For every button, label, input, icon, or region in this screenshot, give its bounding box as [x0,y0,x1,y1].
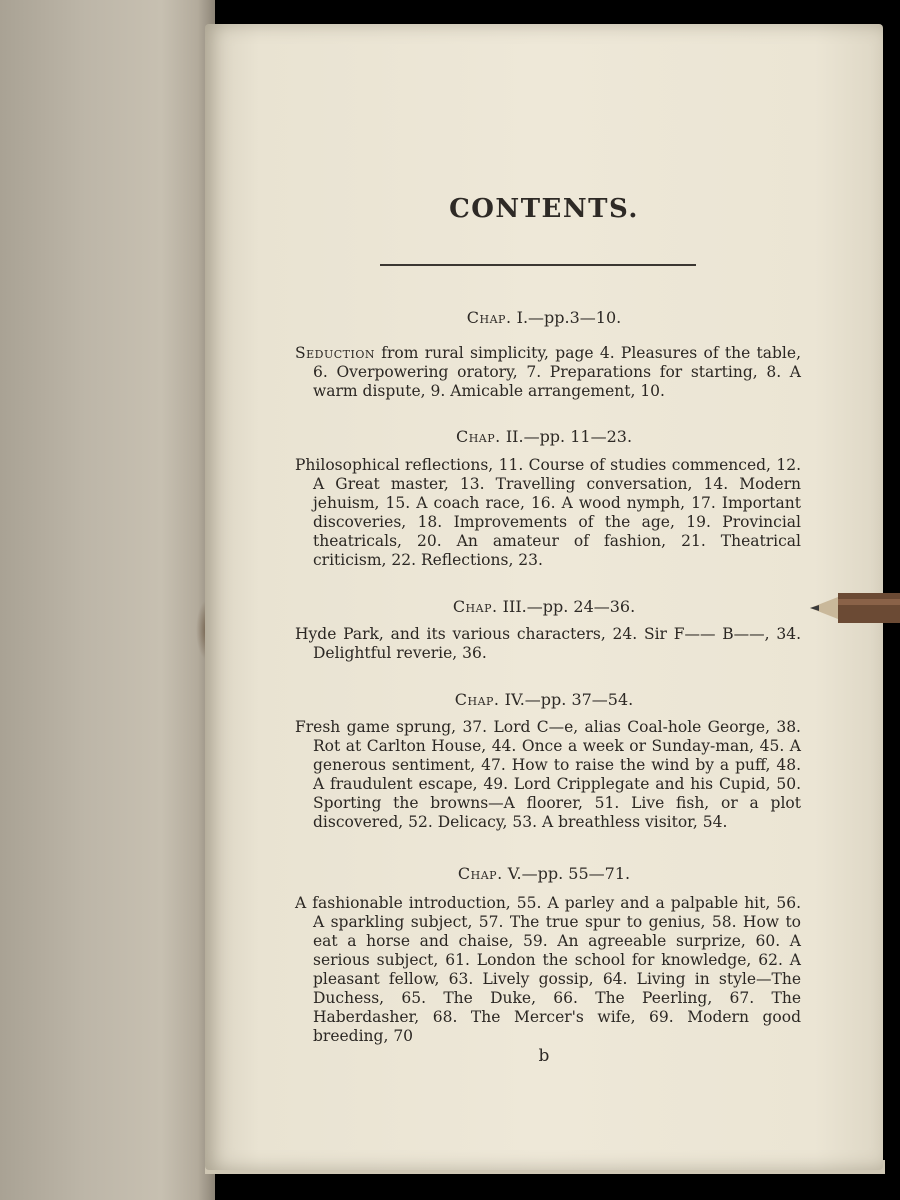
chapter-label: Chap. [454,690,500,709]
summary-text: Philosophical reflections, 11. Course of studies commenced, 12. A Great master, 13. Travelling conversation, 14. Modern jehuism, 15. A coach race, 16. A wood nymph, 17. Important discoveries, 18. Improvements of the age, 19. Provincial theatricals, 20. An amateur of fashion, 21. Theatrical criticism, 22. Reflections, 23. [295,456,801,569]
chapter-range: IV.—pp. 37—54. [499,690,634,709]
summary-text: Fresh game sprung, 37. Lord C—e, alias Coal-hole George, 38. Rot at Carlton House, 44. Once a week or Sunday-man, 45. A generous sentiment, 47. How to raise the wind by a puff, 48. A fraudulent escape, 49. Lord Cripplegate and his Cupid, 50. Sporting the browns—A floorer, 51. Live fish, or a plot discovered, 52. Delicacy, 53. A breathless visitor, 54. [295,718,801,831]
contents-page [205,24,883,1170]
chapter-summary [295,718,801,832]
pencil-tip-icon [810,585,900,631]
summary-lead: Seduction [295,344,375,362]
chapter-range: III.—pp. 24—36. [497,597,636,616]
chapter-range: V.—pp. 55—71. [502,864,631,883]
chapter-range: I.—pp.3—10. [511,308,622,327]
summary-text: Hyde Park, and its various characters, 24. Sir F—— B——, 34. Delightful reverie, 36. [295,625,801,662]
chapter-summary [295,456,801,570]
chapter-label: Chap. [452,597,498,616]
chapter-heading [205,597,883,616]
chapter-label: Chap. [455,427,501,446]
chapter-label: Chap. [457,864,503,883]
chapter-summary [295,894,801,1046]
summary-text: A fashionable introduction, 55. A parley and a palpable hit, 56. A sparkling subject, 57. The true spur to genius, 58. How to eat a horse and chaise, 59. An agreeable surprize, 60. A serious subject, 61. London the school for knowledge, 62. A pleasant fellow, 63. Lively gossip, 64. Living in style—The Duchess, 65. The Duke, 66. The Peerling, 67. The Haberdasher, 68. The Mercer's wife, 69. Modern good breeding, 70 [295,894,801,1045]
title-rule [380,264,696,266]
chapter-label: Chap. [466,308,512,327]
chapter-summary [295,344,801,401]
chapter-summary [295,625,801,663]
chapter-range: II.—pp. 11—23. [500,427,633,446]
chapter-heading [205,427,883,446]
facing-page [0,0,215,1200]
chapter-heading [205,308,883,327]
summary-text: from rural simplicity, page 4. Pleasures of the table, 6. Overpowering oratory, 7. Preparations for starting, 8. A warm dispute, 9. Amicable arrangement, 10. [313,344,801,400]
page-title: CONTENTS. [449,194,639,224]
chapter-heading [205,690,883,709]
chapter-heading [205,864,883,883]
signature-mark: b [538,1046,550,1066]
